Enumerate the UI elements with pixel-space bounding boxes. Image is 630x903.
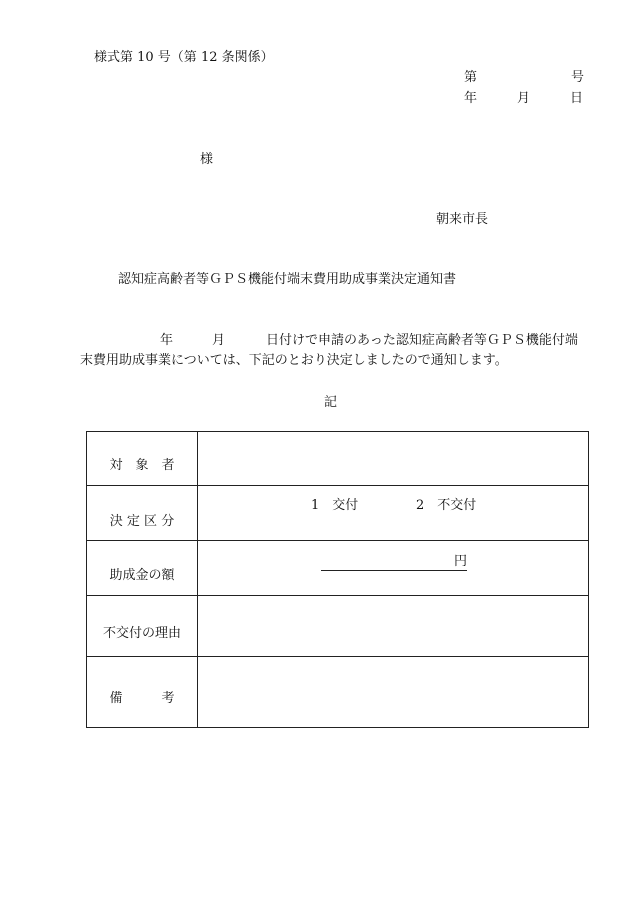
row-remarks [87,657,589,728]
date-month: 月 [517,91,531,106]
row-decision [87,486,589,541]
amount-label-cell [87,541,198,596]
target-value-cell [198,432,589,486]
sender-name: 朝来市長 [436,212,489,227]
remarks-label-cell [87,657,198,728]
reason-value-cell [198,596,589,657]
target-label-cell [87,432,198,486]
decision-label-cell [87,486,198,541]
decision-label: 決 定 区 分 [109,514,175,529]
reason-label-cell [87,596,198,657]
addressee-honorific: 様 [200,152,214,167]
remarks-value-cell [198,657,589,728]
document-number-go: 号 [571,70,585,85]
reason-label: 不交付の理由 [102,626,181,641]
decision-table [86,431,589,728]
ki-heading: 記 [324,395,338,410]
body-line2: 末費用助成事業については、下記のとおり決定しましたので通知します。 [80,353,508,368]
decision-option-grant: 1 交付 [311,498,359,513]
target-label: 対 象 者 [109,458,175,473]
body-month: 月 [212,333,226,348]
form-number-label: 様式第 10 号（第 12 条関係） [94,50,274,65]
amount-unit: 円 [453,554,467,569]
document-title: 認知症高齢者等ＧＰＳ機能付端末費用助成事業決定通知書 [118,272,457,287]
row-reason [87,596,589,657]
date-day: 日 [570,91,584,106]
amount-value-cell [198,541,589,596]
row-target [87,432,589,486]
body-line1: 日付けで申請のあった認知症高齢者等ＧＰＳ機能付端 [266,333,578,348]
document-number-dai: 第 [464,70,478,85]
body-year: 年 [160,333,174,348]
amount-label: 助成金の額 [109,568,175,583]
date-year: 年 [464,91,478,106]
row-amount [87,541,589,596]
decision-option-nongrant: 2 不交付 [416,498,477,513]
remarks-label: 備 考 [109,691,175,706]
amount-underline [321,554,467,571]
decision-value-cell [198,486,589,541]
